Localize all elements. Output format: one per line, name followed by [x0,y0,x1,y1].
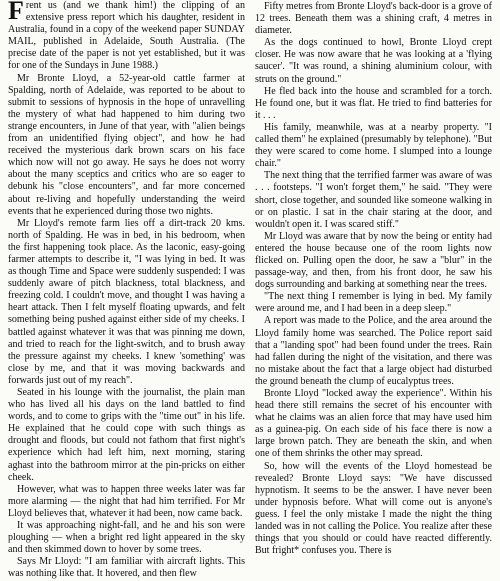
paragraph: He fled back into the house and scrambled for a torch. He found one, but it was flat. He tried to find batteries for it . . . [255,85,492,121]
paragraph: Mr Lloyd was aware that by now the being or entity had entered the house because one of the room lights now flicked on. Pulling open the door, he saw a "blur" in the passage-way, and then, from his front door, he saw his dogs surrounding and barking at something near the trees. [255,230,492,291]
paragraph: Mr Lloyd's remote farm lies off a dirt-track 20 kms. north of Spalding. He was in bed, in his bedroom, when the first happening took place. As the laconic, easy-going farmer attempts to describe it, "I was lying in bed. It was as though Time and Space were suddenly suspended: I was suddenly aware of pitch blackness, total blackness, and freezing cold. I couldn't move, and thought I was having a heart attack. Then I felt myself floating upwards, and felt something being pushed against either side of my cheeks. I battled against whatever it was that was pinning me down, and tried to reach for the light-switch, and to brush away the pressure against my cheeks. I knew 'something' was close by me, and that it was moving backwards and forwards just out of my reach". [8,217,245,386]
paragraph: His family, meanwhile, was at a nearby property. "I called them" he explained (presumably by telephone). "But they were scared to come home. I slumped into a lounge chair." [255,121,492,170]
left-column [8,0,245,580]
paragraph: Seated in his lounge with the journalist, the plain man who has lived all his days on the land battled to find words, and to come to grips with the "time out" in his life. He explained that he could cope with such things as drought and floods, but could not fathom that first night's experience which had left him, next morning, staring aghast into the bathroom mirror at the pin-pricks on either cheek. [8,387,245,483]
paragraph: The next thing that the terrified farmer was aware of was . . . footsteps. "I won't forget them," he said. "They were short, close together, and sounded like someone walking in or on plastic. I sat in the chair staring at the door, and wouldn't open it. I was scared stiff." [255,170,492,230]
paragraph: Says Mr Lloyd: "I am familiar with aircraft lights. This was nothing like that. It hovered, and then flew [8,556,245,580]
drop-cap: F [8,0,24,25]
paragraph: Bronte Lloyd "locked away the experience". Within his head there still remains the secret of his encounter with what he claims was an alien force that may have used him as a guinea-pig. On each side of his face there is now a large brown patch. They are beneath the skin, and when one of them shrinks the other may spread. [255,388,492,460]
paragraph: Fifty metres from Bronte Lloyd's back-door is a grove of 12 trees. Beneath them was a shining craft, 4 metres in diameter. [255,1,492,37]
paragraph: "The next thing I remember is lying in bed. My family were around me, and I had been in a deep sleep." [255,291,492,315]
paragraph: A report was made to the Police, and the area around the Lloyd family home was searched. The Police report said that a "landing spot" had been found under the trees. Rain had fallen during the night of the visitation, and there was no mistake about the fact that a large object had disturbed the ground beneath the clump of eucalyptus trees. [255,315,492,387]
paragraph: So, how will the events of the Lloyd homestead be revealed? Bronte Lloyd says: "We have discussed hypnotism. It seems to be the answer. I have never been under hypnosis before. What will come out is anyone's guess. I feel the only mistake I made the night the thing landed was in not calling the Police. You realize after these things that you should or could have reacted differently. But fright* confuses you. There is [255,460,492,557]
paragraph: Mr Bronte Lloyd, a 52-year-old cattle farmer at Spalding, north of Adelaide, was reported to be about to submit to sessions of hypnosis in the hope of unravelling the mystery of what had happened to him during two strange encounters, in June of that year, with "alien beings from an unidentified flying object", and how he had received the mysterious dark brown scars on his face which now will not go away. He says he does not worry about the many sceptics and critics who are so eager to debunk his "close encounters", and far more concerned about re-living and hopefully understanding the weird events that he experienced during those two nights. [8,72,245,217]
paragraph: It was approaching night-fall, and he and his son were ploughing — when a bright red light appeared in the sky and then skimmed down to hover by some trees. [8,520,245,556]
paragraph: However, what was to happen three weeks later was far more alarming — the night that had him terrified. For Mr Lloyd believes that, whatever it had been, now came back. [8,483,245,519]
paragraph: As the dogs continued to howl, Bronte Lloyd crept closer. He was now aware that he was looking at a 'flying saucer'. "It was round, a shining aluminium colour, with struts on the ground." [255,37,492,85]
paragraph: Frent us (and we thank him!) the clipping of an extensive press report which his daughter, resident in Australia, found in a copy of the weekend paper SUNDAY MAIL, published in Adelaide, South Australia. (The precise date of the paper is not yet established, but it was for one of the Sundays in June 1988.) [8,0,245,72]
right-column [255,0,492,557]
